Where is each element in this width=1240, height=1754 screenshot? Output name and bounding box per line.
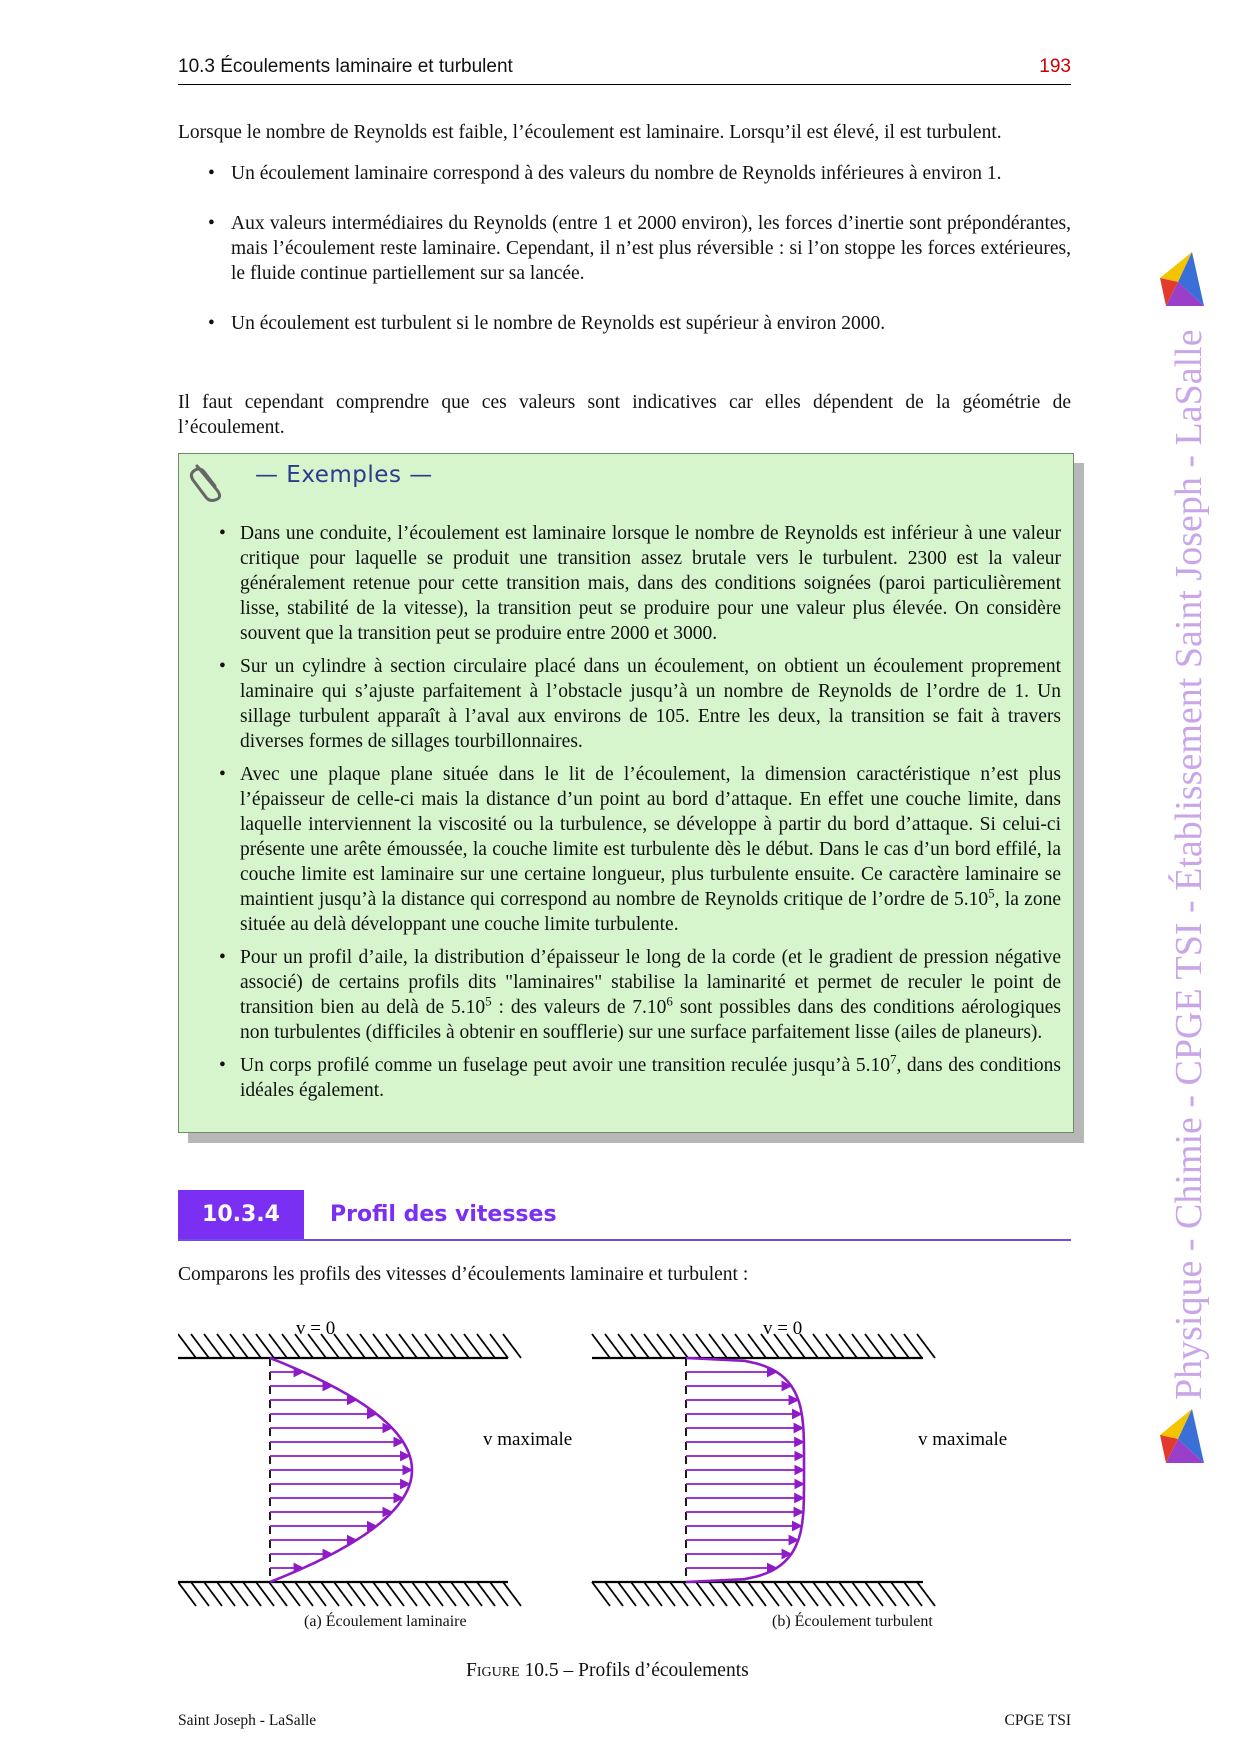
- school-logo-bottom: [1152, 1405, 1212, 1467]
- examples-list: [179, 521, 1061, 1111]
- page-number: 193: [1039, 56, 1071, 77]
- list-item: • Dans une conduite, l’écoulement est laminaire lorsque le nombre de Reynolds est inférieur à une valeur critique pour laquelle se produit une transition assez brutale vers le turbulent. 2300 est la valeur généralement retenue pour cette transition mais, dans des conditions soignées (paroi particulièrement lisse, stabilité de la vitesse), la transition peut se produire pour une valeur plus élevée. On considère souvent que la transition peut se produire entre 2000 et 3000.: [219, 523, 1061, 644]
- turbulent-profile-diagram: [592, 1334, 935, 1606]
- section-number: 10.3.4: [178, 1190, 304, 1240]
- header-section-title: 10.3 Écoulements laminaire et turbulent: [178, 56, 513, 77]
- examples-box: [178, 453, 1074, 1133]
- v0-label-laminar: v = 0: [296, 1318, 336, 1339]
- laminar-profile-diagram: [178, 1334, 521, 1606]
- v0-label-turbulent: v = 0: [763, 1318, 803, 1339]
- note-paragraph: Il faut cependant comprendre que ces valeurs sont indicatives car elles dépendent de la géométrie de l’écoulement.: [178, 392, 1071, 438]
- side-watermark: Physique - Chimie - CPGE TSI - Établissement Saint Joseph - LaSalle: [1168, 329, 1210, 1400]
- reynolds-bullet-list: [178, 161, 1071, 336]
- list-item: • Pour un profil d’aile, la distribution d’épaisseur le long de la corde (et le gradient de pression négative associé) de certains profils dits "laminaires" stabilise la laminarité et permet de reculer le point de transition bien au delà de 5.10$^5$ : des valeurs de 7.10$^6$ sont possibles dans des conditions aérologiques non turbulentes (difficiles à obtenir en soufflerie) sur une surface parfaitement lisse (ailes de planeurs).: [219, 947, 1061, 1043]
- list-item: • Avec une plaque plane située dans le lit de l’écoulement, la dimension caractéristique n’est plus l’épaisseur de celle-ci mais la distance d’un point au bord d’attaque. En effet une couche limite, dans laquelle interviennent la viscosité ou la turbulence, se développe à partir du bord d’attaque. Si celui-ci présente une arête émoussée, la couche limite est turbulente dès le début. Dans le cas d’un bord effilé, la couche limite est laminaire sur une certaine longueur, plus turbulente ensuite. Ce caractère laminaire se maintient jusqu’à la distance qui correspond au nombre de Reynolds critique de l’ordre de 5.10$^5$, la zone située au delà développant une couche limite turbulente.: [219, 764, 1061, 935]
- section-rule: [178, 1239, 1071, 1241]
- vmax-label-turbulent: v maximale: [918, 1429, 1008, 1450]
- bullet-icon: •: [208, 313, 215, 334]
- subcaption-turbulent: (b) Écoulement turbulent: [772, 1613, 933, 1630]
- bullet-icon: •: [208, 163, 215, 184]
- velocity-profiles-figure: [178, 1300, 1078, 1630]
- figure-caption: Figure 10.5 – Profils d’écoulements: [466, 1660, 749, 1681]
- bullet-icon: •: [219, 764, 226, 785]
- examples-title: — Exemples —: [255, 462, 433, 488]
- list-item: • Un écoulement laminaire correspond à des valeurs du nombre de Reynolds inférieures à environ 1.: [208, 163, 1002, 184]
- bullet-icon: •: [219, 947, 226, 968]
- list-item: • Un corps profilé comme un fuselage peut avoir une transition reculée jusqu’à 5.10$^7$, dans des conditions idéales également.: [219, 1051, 1062, 1101]
- bullet-icon: •: [208, 213, 215, 234]
- bullet-icon: •: [219, 523, 226, 544]
- running-header: [178, 54, 1071, 85]
- list-item: • Sur un cylindre à section circulaire placé dans un écoulement, on obtient un écoulement proprement laminaire qui s’ajuste parfaitement à l’obstacle jusqu’à un nombre de Reynolds de l’ordre de 1. Un sillage turbulent apparaît à l’aval aux environs de 105. Entre les deux, la transition se fait à travers diverses formes de sillages tourbillonnaires.: [219, 656, 1061, 752]
- vmax-label-laminar: v maximale: [483, 1429, 573, 1450]
- list-item: • Aux valeurs intermédiaires du Reynolds (entre 1 et 2000 environ), les forces d’inertie sont prépondérantes, mais l’écoulement reste laminaire. Cependant, il n’est plus réversible : si l’on stoppe les forces extérieures, le fluide continue partiellement sur sa lancée.: [208, 213, 1071, 284]
- bullet-icon: •: [219, 656, 226, 677]
- footer-left: Saint Joseph - LaSalle: [178, 1712, 317, 1729]
- subcaption-laminar: (a) Écoulement laminaire: [304, 1613, 467, 1630]
- list-item: • Un écoulement est turbulent si le nombre de Reynolds est supérieur à environ 2000.: [208, 313, 886, 334]
- section-title: Profil des vitesses: [330, 1202, 557, 1227]
- paperclip-icon: [187, 460, 227, 508]
- compare-paragraph: Comparons les profils des vitesses d’écoulements laminaire et turbulent :: [178, 1264, 749, 1285]
- footer-right: CPGE TSI: [1004, 1712, 1071, 1729]
- intro-paragraph: Lorsque le nombre de Reynolds est faible, l’écoulement est laminaire. Lorsqu’il est élevé, il est turbulent.: [178, 122, 1002, 143]
- bullet-icon: •: [219, 1055, 226, 1076]
- school-logo-top: [1152, 248, 1212, 310]
